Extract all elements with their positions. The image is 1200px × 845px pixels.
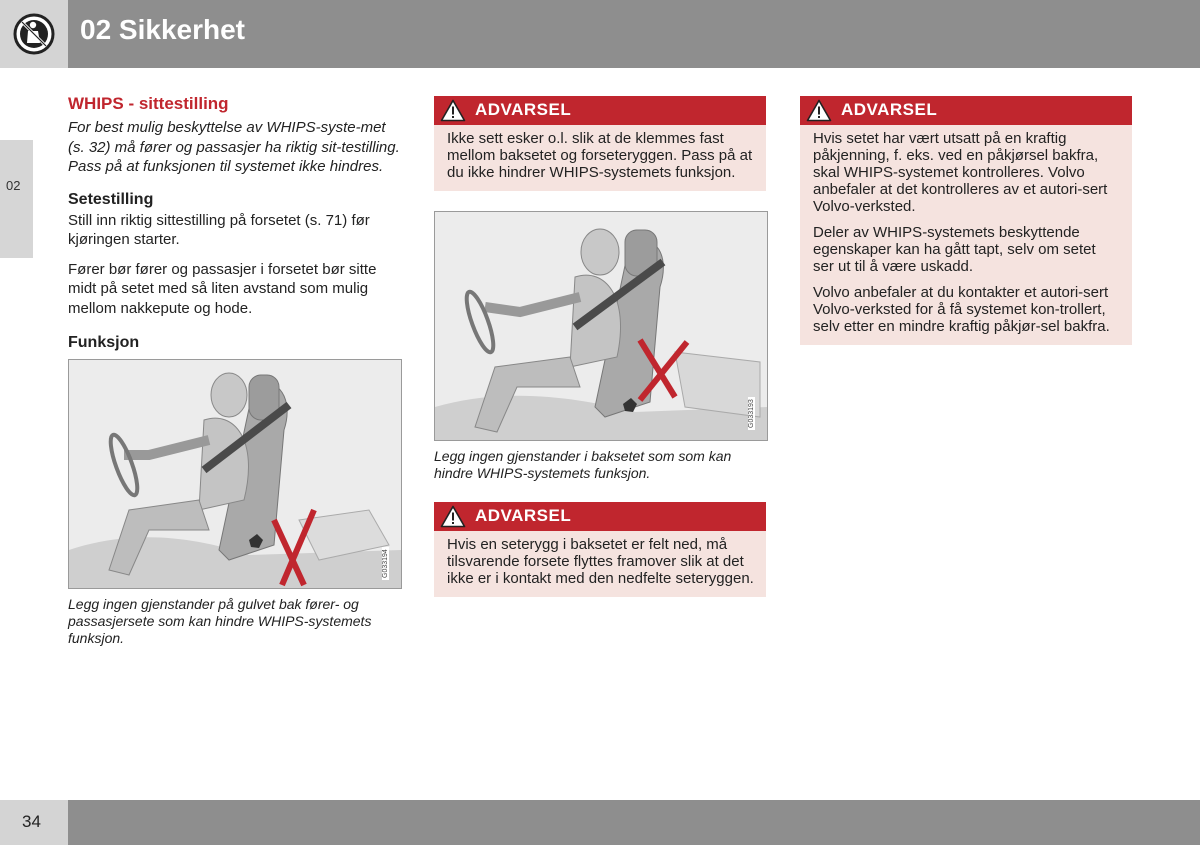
chapter-tab[interactable]	[0, 140, 33, 258]
footer-bar	[68, 800, 1200, 845]
footer-page-box	[0, 800, 68, 845]
warning-paragraph-2: Deler av WHIPS-systemets beskyttende egenskaper kan ha gått tapt, selv om setet ser ut til å være uskadd.	[813, 224, 1096, 275]
warning-header	[800, 96, 1132, 125]
setestilling-heading: Setestilling	[68, 190, 154, 208]
column-3	[800, 96, 1132, 345]
setestilling-paragraph-1: Still inn riktig sittestilling på forsetet (s. 71) før kjøringen starter.	[68, 211, 370, 248]
funksjon-heading: Funksjon	[68, 334, 140, 351]
figure-code: G033194	[382, 549, 389, 578]
figure-caption: Legg ingen gjenstander på gulvet bak fører- og passasjersete som kan hindre WHIPS-systemets funksjon.	[68, 596, 372, 646]
setestilling-paragraph-2: Fører bør fører og passasjer i forsetet bør sitte midt på setet med så liten avstand som mulig mellom nakkepute og hode.	[68, 260, 377, 317]
warning-box	[434, 96, 766, 191]
warning-triangle-icon	[806, 99, 832, 122]
warning-paragraph-3: Volvo anbefaler at du kontakter et autori-sert Volvo-verksted for å få systemet kon-trollert, selv etter en mindre kraftig påkjør-sel bakfra.	[813, 284, 1110, 335]
warning-text: Hvis en seterygg i baksetet er felt ned, må tilsvarende forsete flyttes framover slik at det ikke er i kontakt med den nedfelte seteryggen.	[447, 536, 754, 587]
warning-box	[800, 96, 1132, 345]
warning-body	[434, 531, 766, 597]
column-2	[434, 96, 766, 597]
seat-illustration	[435, 212, 767, 440]
intro-text: For best mulig beskyttelse av WHIPS-syste-met (s. 32) må fører og passasjer ha riktig sit-testilling. Pass på at funksjonen til systemet ikke hindres.	[68, 119, 400, 175]
warning-box	[434, 502, 766, 597]
page-number: 34	[22, 812, 41, 831]
warning-header	[434, 502, 766, 531]
column-1	[68, 94, 404, 647]
header-icon-box	[0, 0, 68, 68]
warning-header	[434, 96, 766, 125]
warning-label: ADVARSEL	[475, 506, 572, 525]
warning-label: ADVARSEL	[475, 100, 572, 119]
figure-caption: Legg ingen gjenstander i baksetet som som kan hindre WHIPS-systemets funksjon.	[434, 448, 732, 481]
warning-paragraph-1: Hvis setet har vært utsatt på en kraftig påkjenning, f. eks. ved en påkjørsel bakfra, skal WHIPS-systemet kontrolleres. Volvo anbefaler at det kontrolleres av et autori-sert Volvo-verksted.	[813, 130, 1108, 215]
warning-body	[434, 125, 766, 191]
warning-body	[800, 125, 1132, 345]
seatbelt-icon	[0, 0, 68, 68]
header-bar	[68, 0, 1200, 68]
figure-floor-illustration	[68, 359, 402, 589]
warning-triangle-icon	[440, 505, 466, 528]
figure-rear-seat-illustration	[434, 211, 768, 441]
warning-triangle-icon	[440, 99, 466, 122]
seat-illustration	[69, 360, 401, 588]
page-title: 02 Sikkerhet	[80, 14, 245, 45]
warning-text: Ikke sett esker o.l. slik at de klemmes fast mellom baksetet og forseteryggen. Pass på at du ikke hindrer WHIPS-systemets funksjon.	[447, 130, 753, 181]
section-title: WHIPS - sittestilling	[68, 94, 229, 113]
figure-code: G033193	[748, 399, 755, 428]
chapter-tab-label: 02	[6, 178, 21, 193]
warning-label: ADVARSEL	[841, 100, 938, 119]
